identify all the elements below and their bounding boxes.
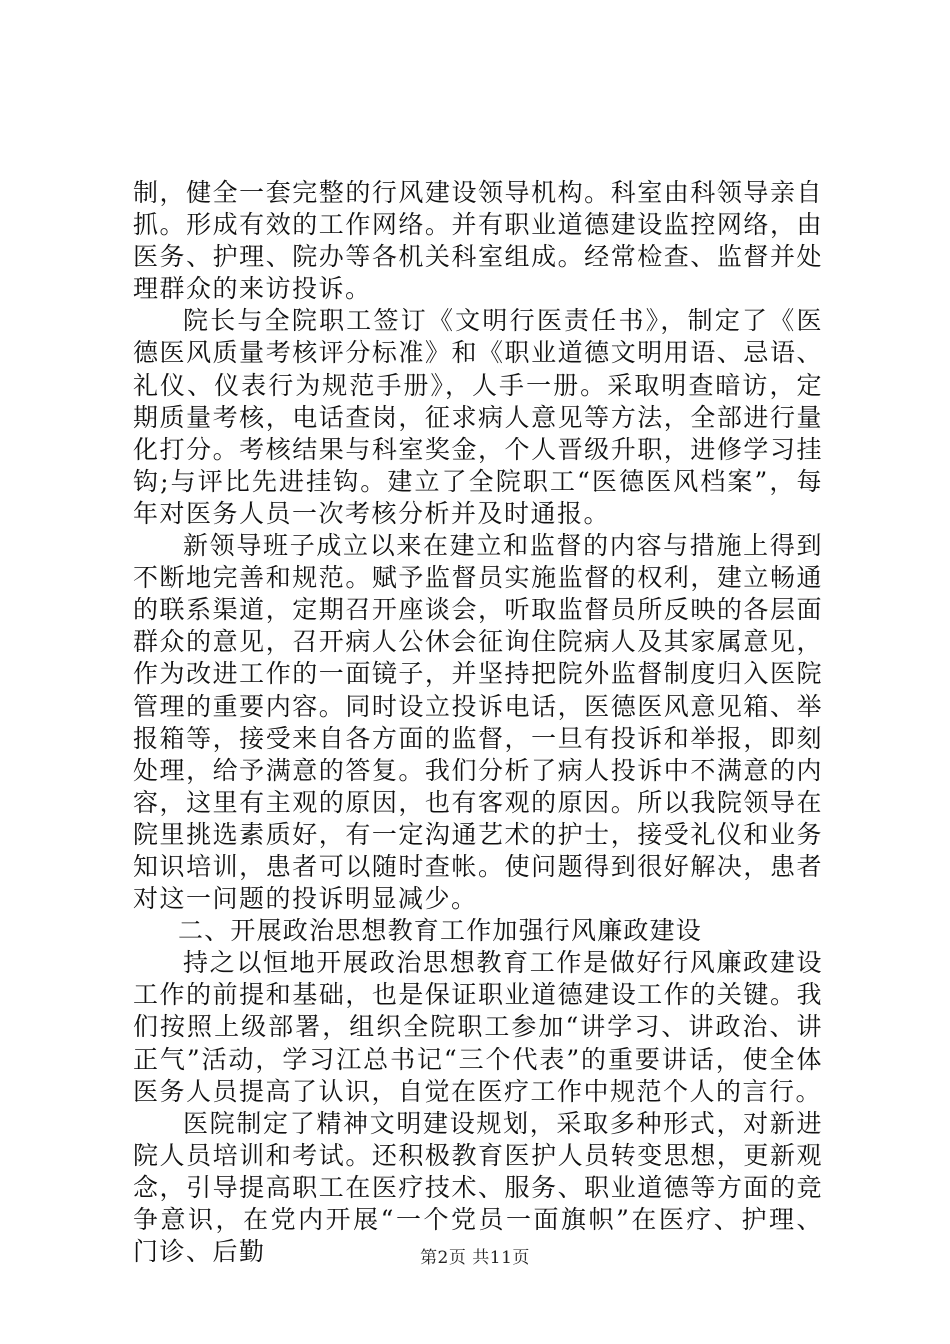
paragraph-responsibility: 院长与全院职工签订《文明行医责任书》，制定了《医德医风质量考核评分标准》和《职业道德文明用语、忌语、礼仪、仪表行为规范手册》，人手一册。采取明查暗访，定期质量考核，电话查岗，征求病人意见等方法，全部进行量化打分。考核结果与科室奖金，个人晋级升职，进修学习挂钩;与评比先进挂钩。建立了全院职工“医德医风档案”，每年对医务人员一次考核分析并及时通报。 xyxy=(133,306,823,528)
document-body xyxy=(133,177,823,1268)
paragraph-spiritual-civilization: 医院制定了精神文明建设规划，采取多种形式，对新进院人员培训和考试。还积极教育医护人员转变思想，更新观念，引导提高职工在医疗技术、服务、职业道德等方面的竞争意识，在党内开展“一个党员一面旗帜”在医疗、护理、门诊、后勤 xyxy=(133,1108,823,1267)
page-number-footer: 第2页 共11页 xyxy=(420,1248,530,1268)
paragraph-supervision: 新领导班子成立以来在建立和监督的内容与措施上得到不断地完善和规范。赋予监督员实施监督的权利，建立畅通的联系渠道，定期召开座谈会，听取监督员所反映的各层面群众的意见，召开病人公休会征询住院病人及其家属意见，作为改进工作的一面镜子，并坚持把院外监督制度归入医院管理的重要内容。同时设立投诉电话，医德医风意见箱、举报箱等，接受来自各方面的监督，一旦有投诉和举报，即刻处理，给予满意的答复。我们分析了病人投诉中不满意的内容，这里有主观的原因，也有客观的原因。所以我院领导在院里挑选素质好，有一定沟通艺术的护士，接受礼仪和业务知识培训，患者可以随时查帐。使问题得到很好解决，患者对这一问题的投诉明显减少。 xyxy=(133,531,823,914)
paragraph-continuation: 制，健全一套完整的行风建设领导机构。科室由科领导亲自抓。形成有效的工作网络。并有职业道德建设监控网络，由医务、护理、院办等各机关科室组成。经常检查、监督并处理群众的来访投诉。 xyxy=(133,178,823,304)
section-heading: 二、开展政治思想教育工作加强行风廉政建设 xyxy=(178,916,703,946)
paragraph-political-education: 持之以恒地开展政治思想教育工作是做好行风廉政建设工作的前提和基础，也是保证职业道德建设工作的关键。我们按照上级部署，组织全院职工参加“讲学习、讲政治、讲正气”活动，学习江总书记“三个代表”的重要讲话，使全体医务人员提高了认识，自觉在医疗工作中规范个人的言行。 xyxy=(133,948,823,1106)
